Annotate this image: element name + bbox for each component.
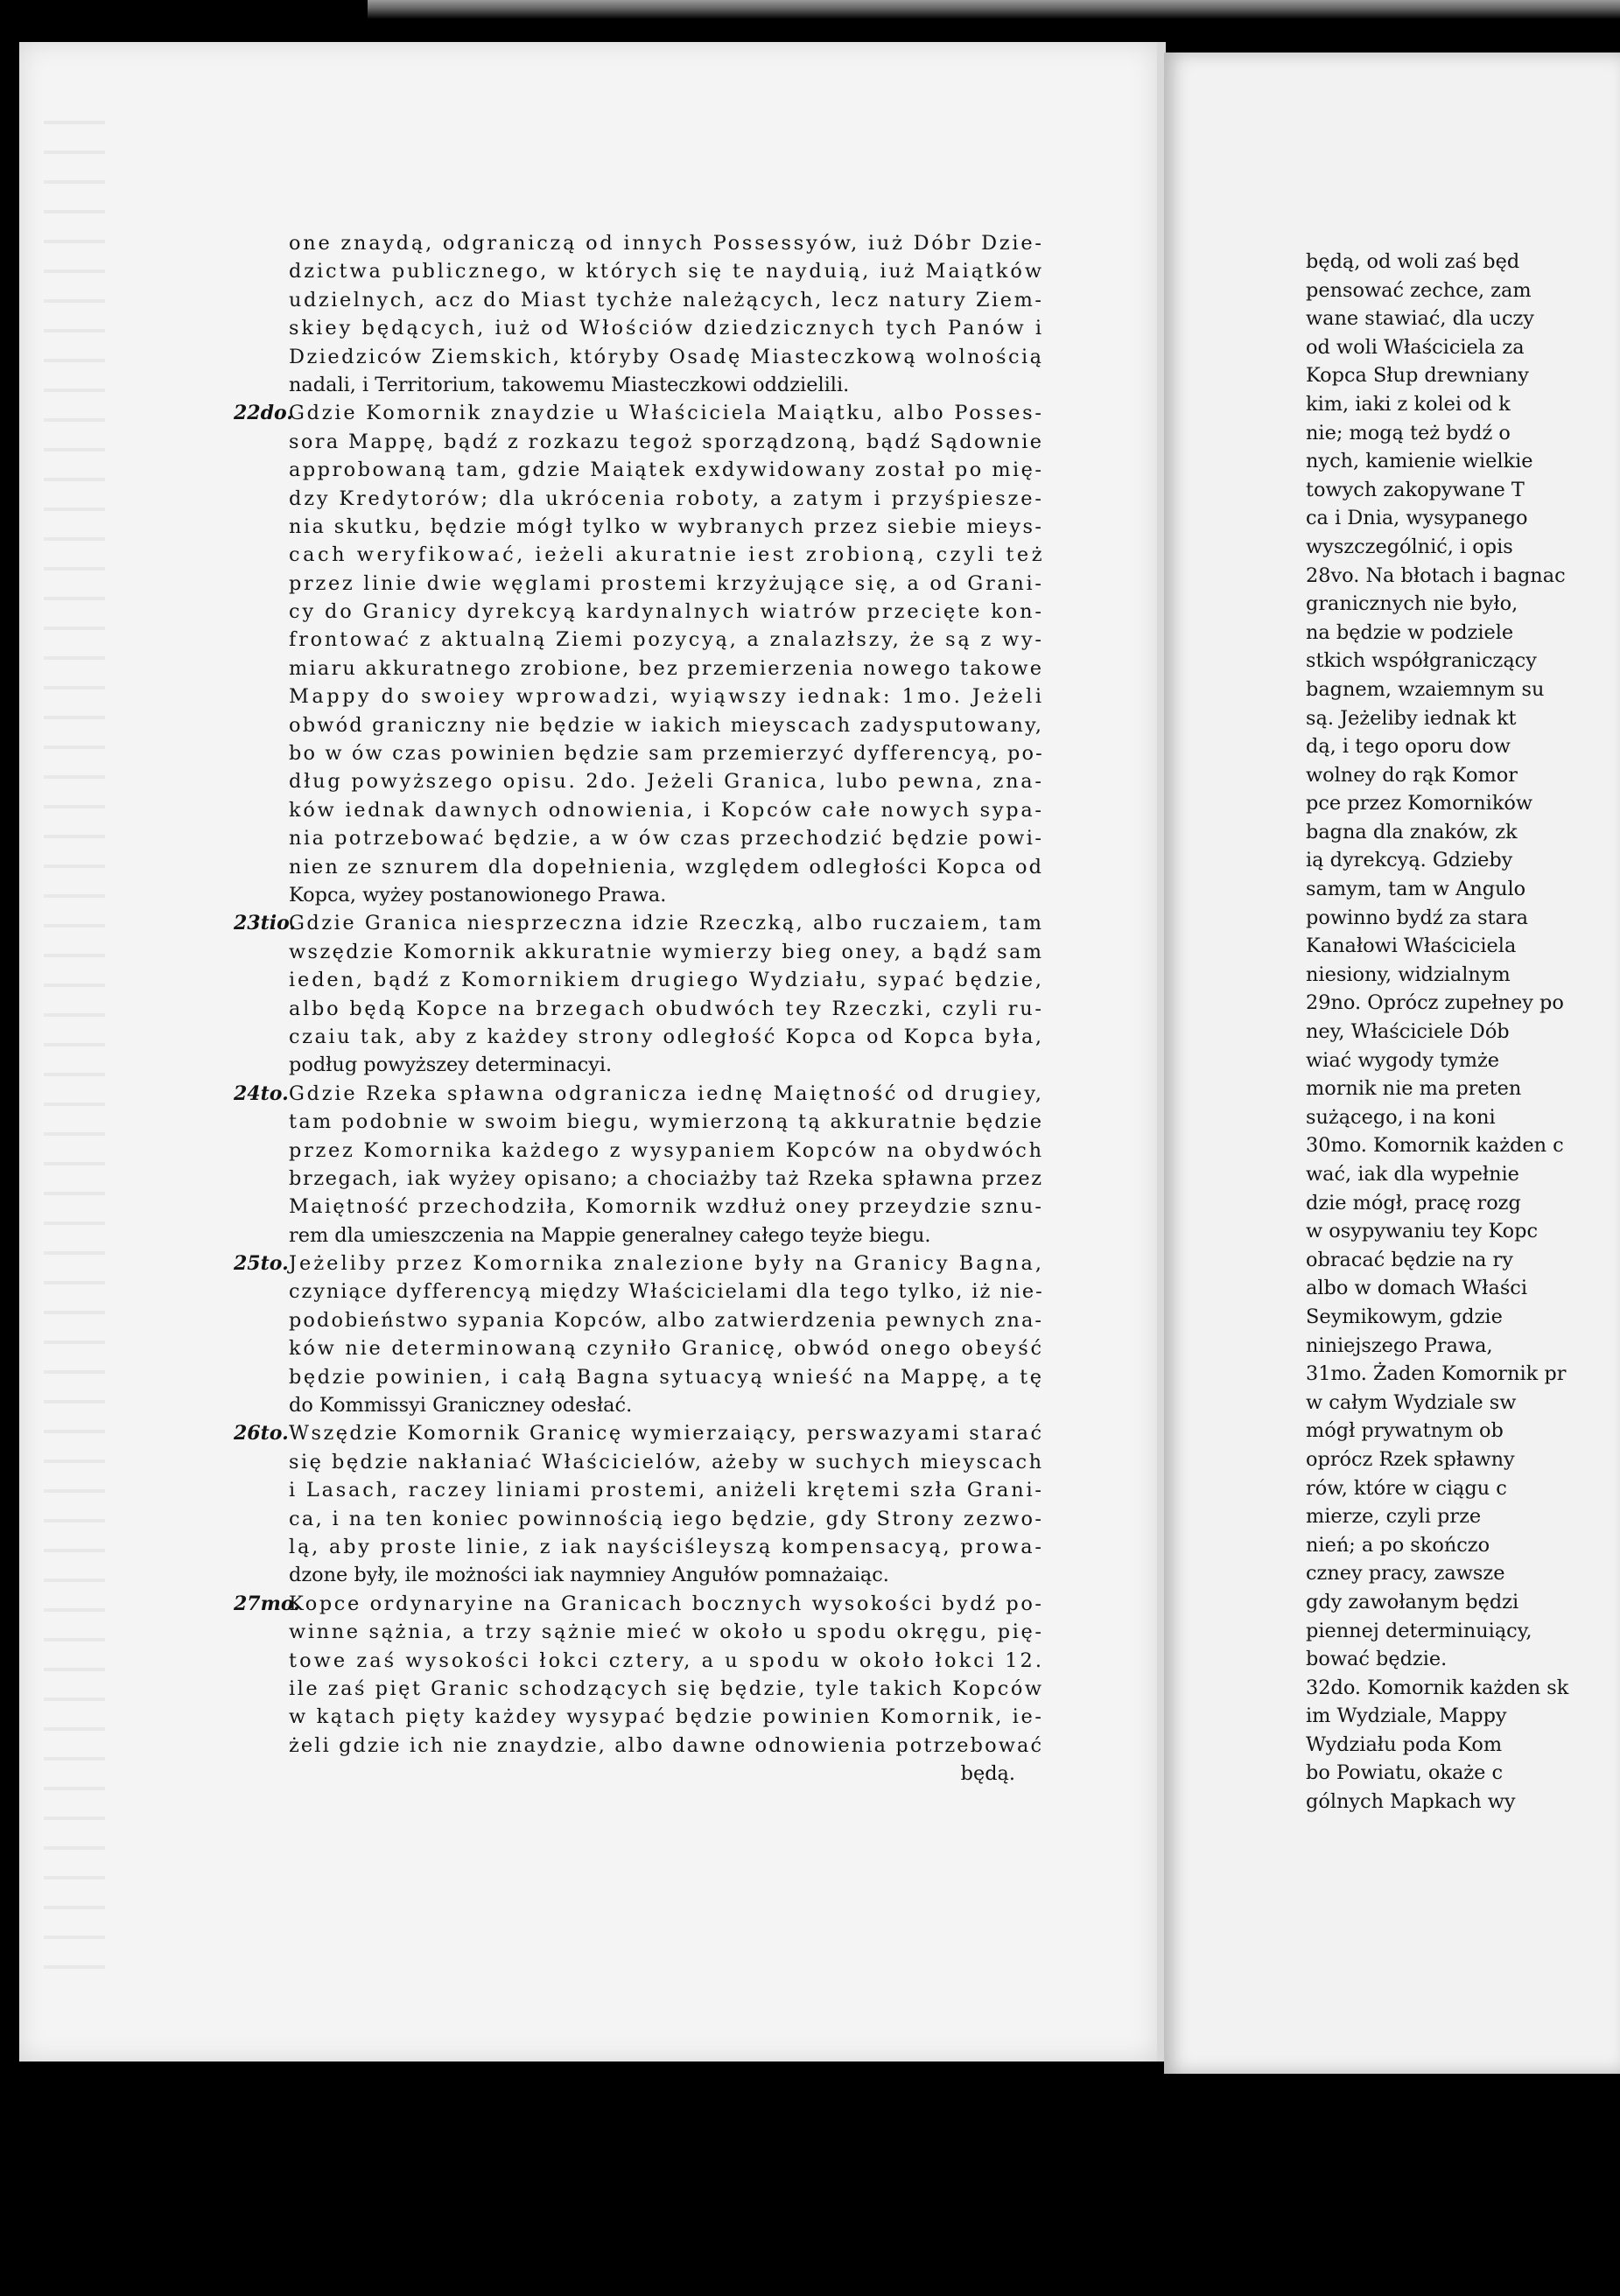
text-line: od woli Właściciela za bbox=[1306, 335, 1525, 359]
text-line: udzielnych, acz do Miast tychże należących, lecz natury Ziem- bbox=[289, 288, 1044, 312]
text-line: ków nie determinowaną czyniło Granicę, obwód onego obeyść bbox=[289, 1337, 1044, 1361]
text-line: sużącego, i na koni bbox=[1306, 1105, 1496, 1129]
article-number: 26to. bbox=[234, 1422, 289, 1446]
text-line: 30mo. Komornik każden c bbox=[1306, 1134, 1564, 1158]
text-line: Wydziału poda Kom bbox=[1306, 1732, 1503, 1756]
text-line: są. Jeżeliby iednak kt bbox=[1306, 706, 1517, 730]
text-line: oprócz Rzek spławny bbox=[1306, 1447, 1515, 1471]
text-line: Gdzie Rzeka spławna odgranicza iednę Maiętność od drugiey, bbox=[289, 1082, 1044, 1105]
text-line: Seymikowym, gdzie bbox=[1306, 1305, 1503, 1328]
text-line: dą, i tego oporu dow bbox=[1306, 735, 1511, 759]
article-number: 25to. bbox=[234, 1252, 289, 1276]
text-line: wane stawiać, dla uczy bbox=[1306, 307, 1534, 331]
text-line: Kanałowi Właściciela bbox=[1306, 934, 1517, 958]
article-number: 27mo. bbox=[234, 1592, 300, 1615]
text-line: mógł prywatnym ob bbox=[1306, 1419, 1504, 1443]
text-line: ney, Właściciele Dób bbox=[1306, 1020, 1510, 1044]
text-line: nień; a po skończo bbox=[1306, 1533, 1490, 1557]
text-line: towych zakopywane T bbox=[1306, 478, 1525, 501]
right-page-text bbox=[1306, 248, 1620, 1816]
article-number: 23tio. bbox=[234, 912, 297, 935]
text-line: nie; mogą też bydź o bbox=[1306, 421, 1511, 444]
text-line: 29no. Oprócz zupełney po bbox=[1306, 991, 1564, 1015]
text-line: podług powyższey determinacyi. bbox=[289, 1054, 613, 1077]
text-line: piennej determinuiący, bbox=[1306, 1619, 1532, 1642]
text-line: niesiony, widzialnym bbox=[1306, 962, 1511, 986]
text-line: nia potrzebować będzie, a w ów czas przechodzić będzie powi- bbox=[289, 827, 1044, 850]
text-line: granicznych nie było, bbox=[1306, 592, 1518, 616]
text-line: frontować z aktualną Ziemi pozycyą, a znalazłszy, że są z wy- bbox=[289, 628, 1044, 652]
text-line: dzy Kredytorów; dla ukrócenia roboty, a zatym i przyśpiesze- bbox=[289, 486, 1044, 510]
text-line: bo Powiatu, okaże c bbox=[1306, 1761, 1503, 1785]
text-line: ieden, bądź z Komornikiem drugiego Wydziału, sypać będzie, bbox=[289, 969, 1044, 992]
text-line: będzie powinien, i całą Bagna sytuacyą wnieść na Mappę, a tę bbox=[289, 1365, 1044, 1389]
text-line: Jeżeliby przez Komornika znalezione były na Granicy Bagna, bbox=[289, 1252, 1045, 1276]
text-line: rów, które w ciągu c bbox=[1306, 1476, 1507, 1500]
text-line: im Wydziale, Mappy bbox=[1306, 1704, 1507, 1728]
text-line: będą, od woli zaś będ bbox=[1306, 250, 1520, 273]
text-line: nien ze sznurem dla dopełnienia, względem odległości Kopca od bbox=[289, 855, 1044, 878]
text-line: dzone były, ile możności iak naymniey Angułów pomnażaiąc. bbox=[289, 1564, 889, 1587]
text-line: ią dyrekcyą. Gdzieby bbox=[1306, 849, 1513, 872]
text-line: miaru akkuratnego zrobione, bez przemierzenia nowego takowe bbox=[289, 656, 1044, 680]
text-line: na będzie w podziele bbox=[1306, 620, 1514, 644]
text-line: winne sążnia, a trzy sążnie mieć w około u spodu okręgu, pię- bbox=[289, 1620, 1044, 1644]
article-number: 22do. bbox=[234, 402, 293, 425]
text-line: Mappy do swoiey wprowadzi, wyiąwszy iednak: 1mo. Jeżeli bbox=[289, 685, 1045, 709]
text-line: Gdzie Komornik znaydzie u Właściciela Maiątku, albo Posses- bbox=[289, 402, 1044, 425]
text-line: niniejszego Prawa, bbox=[1306, 1334, 1493, 1357]
article-paragraph bbox=[234, 1590, 1045, 1788]
text-line: w całym Wydziale sw bbox=[1306, 1390, 1517, 1414]
text-line: bować będzie. bbox=[1306, 1648, 1448, 1671]
text-line: ca, i na ten koniec powinnością iego będzie, gdy Strony zezwo- bbox=[289, 1507, 1044, 1530]
text-line: Kopca, wyżey postanowionego Prawa. bbox=[289, 883, 667, 906]
text-line: brzegach, iak wyżey opisano; a chociażby taż Rzeka spławna przez bbox=[289, 1166, 1043, 1190]
text-line: Kopce ordynaryine na Granicach bocznych wysokości bydź po- bbox=[289, 1592, 1044, 1615]
text-line: tam podobnie w swoim biegu, wymierzoną tą akkuratnie będzie bbox=[289, 1110, 1044, 1134]
text-line: 31mo. Żaden Komornik pr bbox=[1306, 1362, 1567, 1386]
article-list bbox=[234, 399, 1046, 1788]
text-line: dług powyższego opisu. 2do. Jeżeli Granica, lubo pewna, zna- bbox=[289, 770, 1044, 794]
text-line: ca i Dnia, wysypanego bbox=[1306, 507, 1528, 530]
text-line: Dziedziców Ziemskich, któryby Osadę Miasteczkową wolnością bbox=[289, 345, 1044, 368]
text-line: cy do Granicy dyrekcyą kardynalnych wiatrów przecięte kon- bbox=[289, 600, 1044, 624]
text-line: Kopca Słup drewniany bbox=[1306, 364, 1529, 388]
text-line: Gdzie Granica niesprzeczna idzie Rzeczką, albo ruczaiem, tam bbox=[289, 912, 1044, 935]
end-word: będą. bbox=[960, 1762, 1015, 1786]
text-line: wszędzie Komornik akkuratnie wymierzy bieg oney, a bądź sam bbox=[289, 940, 1044, 963]
text-line: Wszędzie Komornik Granicę wymierzaiący, perswazyami starać bbox=[289, 1422, 1044, 1446]
text-line: rem dla umieszczenia na Mappie generalney całego teyże biegu. bbox=[289, 1223, 931, 1247]
text-line: podobieństwo sypania Kopców, albo zatwierdzenia pewnych zna- bbox=[289, 1308, 1044, 1332]
text-line: czaiu tak, aby z każdey strony odległość Kopca od Kopca była, bbox=[289, 1025, 1044, 1048]
text-line: Maiętność przechodziła, Komornik wzdłuż oney przeydzie sznu- bbox=[289, 1195, 1044, 1219]
text-line: i Lasach, raczey liniami prostemi, aniżeli krętemi szła Grani- bbox=[289, 1479, 1044, 1502]
text-line: dzie mógł, pracę rozg bbox=[1306, 1191, 1521, 1214]
text-line: w kątach pięty każdey wysypać będzie powinien Komornik, ie- bbox=[289, 1705, 1044, 1729]
text-line: mierze, czyli prze bbox=[1306, 1505, 1482, 1529]
article-paragraph bbox=[234, 1080, 1044, 1250]
text-line: gólnych Mapkach wy bbox=[1306, 1790, 1516, 1814]
left-page-text bbox=[234, 229, 1046, 1788]
text-line: skiey będących, iuż od Włościów dziedzicznych tych Panów i bbox=[289, 317, 1045, 340]
text-line: 32do. Komornik każden sk bbox=[1306, 1676, 1569, 1699]
text-line: wyszczególnić, i opis bbox=[1306, 535, 1513, 558]
text-line: obwód graniczny nie będzie w iakich mieyscach zadysputowany, bbox=[289, 713, 1044, 737]
text-line: ków iednak dawnych odnowienia, i Kopców całe nowych sypa- bbox=[289, 798, 1044, 822]
text-line: powinno bydź za stara bbox=[1306, 906, 1528, 929]
text-line: pensować zechce, zam bbox=[1306, 278, 1532, 302]
text-line: cach weryfikować, ieżeli akuratnie iest zrobioną, czyli też bbox=[289, 543, 1046, 567]
text-line: pce przez Komorników bbox=[1306, 792, 1533, 816]
text-line: 28vo. Na błotach i bagnac bbox=[1306, 564, 1566, 587]
text-line: czyniące dyfferencyą między Właścicielami dla tego tylko, iż nie- bbox=[289, 1280, 1044, 1304]
text-line: albo będą Kopce na brzegach obudwóch tey Rzeczki, czyli ru- bbox=[289, 997, 1044, 1020]
text-line: ile zaś pięt Granic schodzących się będzie, tyle takich Kopców bbox=[289, 1676, 1044, 1700]
text-line: approbowaną tam, gdzie Maiątek exdywidowany został po mię- bbox=[289, 458, 1044, 482]
text-line: stkich współgraniczący bbox=[1306, 649, 1537, 673]
text-line: nych, kamienie wielkie bbox=[1306, 450, 1533, 473]
text-line: wolney do rąk Komor bbox=[1306, 763, 1518, 787]
text-line: mornik nie ma preten bbox=[1306, 1077, 1522, 1101]
text-line: towe zaś wysokości łokci cztery, a u spodu w około łokci 12. bbox=[289, 1648, 1045, 1672]
text-line: do Kommissyi Graniczney odesłać. bbox=[289, 1394, 633, 1418]
article-paragraph bbox=[234, 1419, 1044, 1589]
intro-block bbox=[243, 229, 1045, 399]
scanner-top-strip bbox=[368, 0, 1620, 19]
text-line: nia skutku, będzie mógł tylko w wybranych przez siebie mieys- bbox=[289, 514, 1044, 538]
text-line: wać, iak dla wypełnie bbox=[1306, 1163, 1519, 1186]
text-line: obracać będzie na ry bbox=[1306, 1248, 1513, 1271]
text-line: sora Mappę, bądź z rozkazu tegoż sporządzoną, bądź Sądownie bbox=[289, 430, 1044, 453]
article-paragraph bbox=[234, 909, 1044, 1079]
text-line: wiać wygody tymże bbox=[1306, 1048, 1499, 1072]
text-line: czney pracy, zawsze bbox=[1306, 1562, 1505, 1586]
article-paragraph bbox=[234, 399, 1046, 909]
article-paragraph bbox=[234, 1250, 1045, 1419]
text-line: albo w domach Właści bbox=[1306, 1277, 1528, 1300]
text-line: przez Komornika każdego z wysypaniem Kopców na obydwóch bbox=[289, 1138, 1044, 1162]
text-line: przez linie dwie węglami prostemi krzyżujące się, a od Grani- bbox=[289, 571, 1044, 595]
text-line: dzictwa publicznego, w których się te nayduią, iuż Maiątków bbox=[289, 260, 1044, 284]
text-line: się będzie nakłaniać Właścicielów, ażeby w suchych mieyscach bbox=[289, 1450, 1044, 1474]
text-line: bagnem, wzaiemnym su bbox=[1306, 677, 1545, 701]
text-line: kim, iaki z kolei od k bbox=[1306, 392, 1511, 416]
text-line: bo w ów czas powinien będzie sam przemierzyć dyfferencyą, po- bbox=[289, 742, 1044, 766]
text-line: samym, tam w Angulo bbox=[1306, 878, 1526, 901]
text-line: one znaydą, odgraniczą od innych Possessyów, iuż Dóbr Dzie- bbox=[289, 232, 1044, 255]
article-number: 24to. bbox=[234, 1082, 289, 1105]
text-line: gdy zawołanym będzi bbox=[1306, 1590, 1519, 1614]
text-line: bagna dla znaków, zk bbox=[1306, 820, 1518, 844]
text-line: lą, aby proste linie, z iak nayściśleyszą kompensacyą, prowa- bbox=[289, 1535, 1044, 1558]
text-line: nadali, i Territorium, takowemu Miasteczkowi oddzielili. bbox=[289, 373, 850, 396]
text-line: w osypywaniu tey Kopc bbox=[1306, 1220, 1539, 1243]
text-line: żeli gdzie ich nie znaydzie, albo dawne odnowienia potrzebować bbox=[289, 1733, 1044, 1757]
